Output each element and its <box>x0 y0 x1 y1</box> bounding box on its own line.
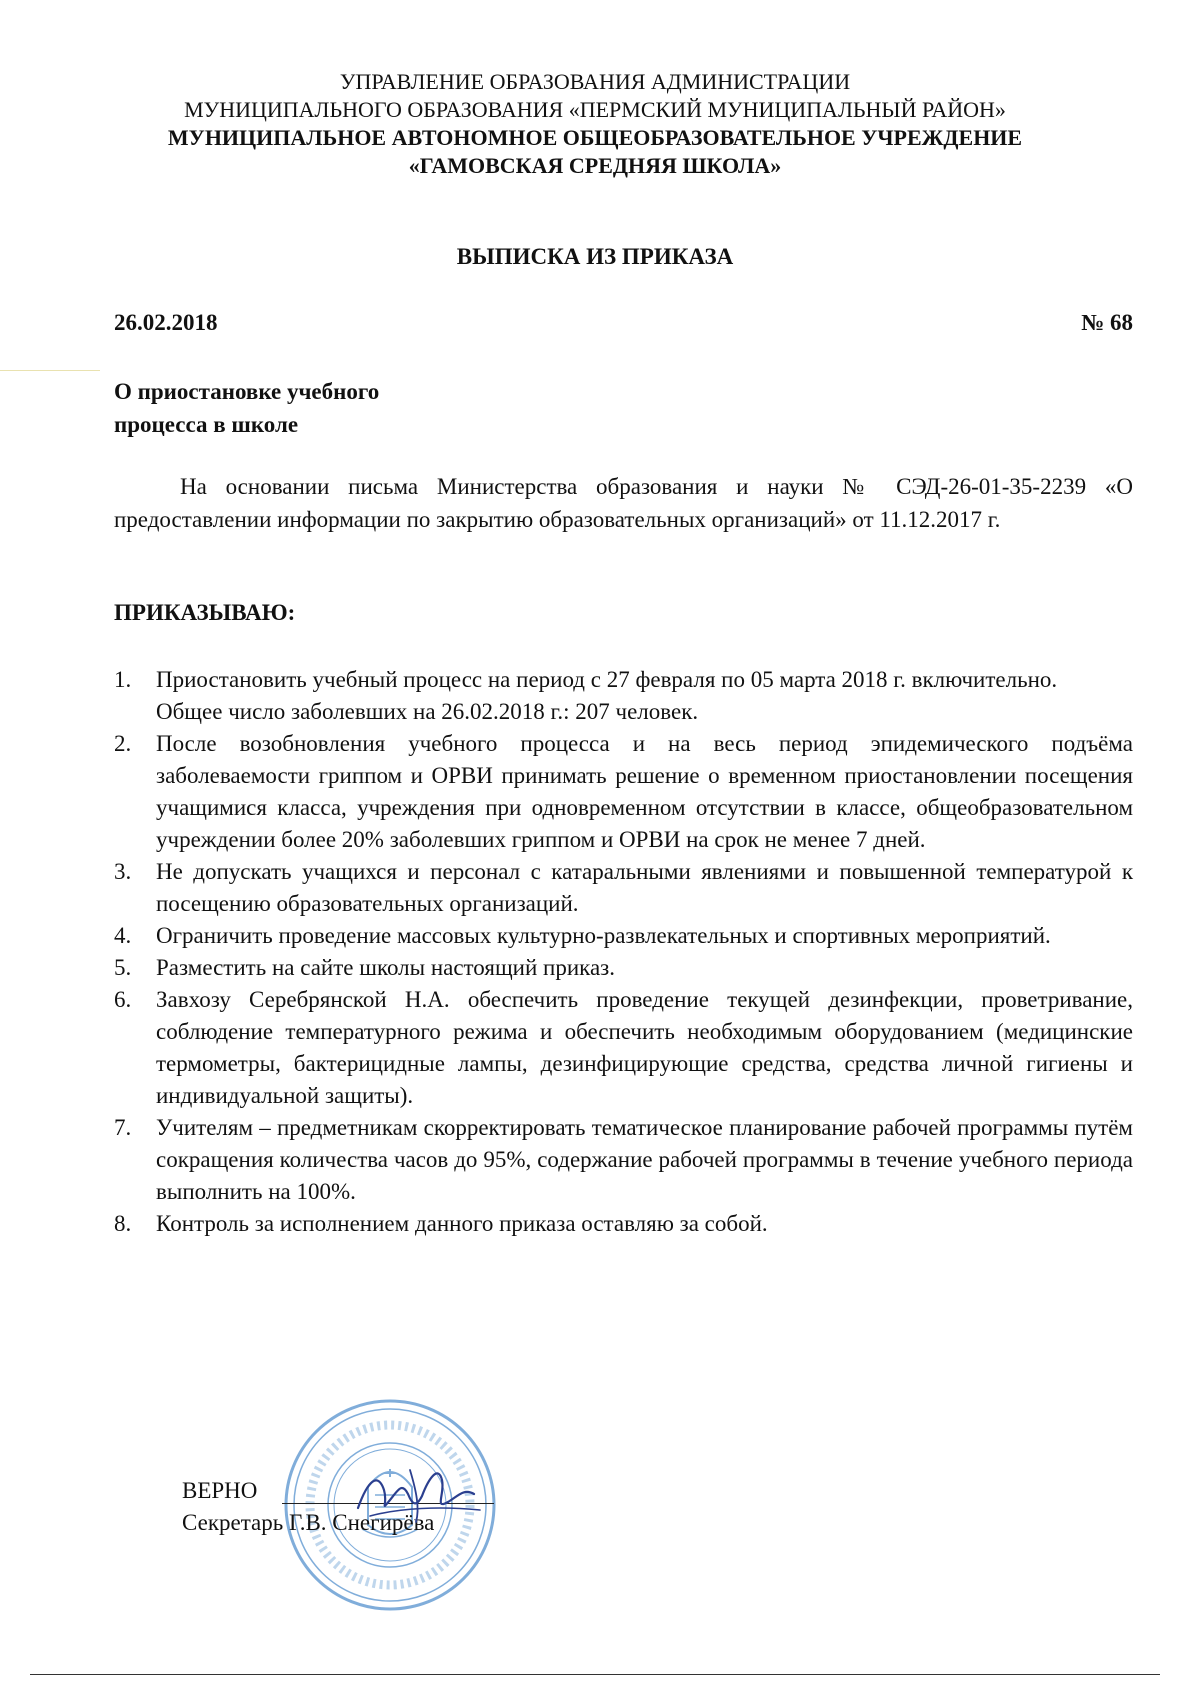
subject-line-1: О приостановке учебного <box>114 379 380 404</box>
scan-mark <box>0 370 100 371</box>
order-item <box>114 1208 1133 1240</box>
item-sub-text: Общее число заболевших на 26.02.2018 г.: 207 человек. <box>156 699 699 724</box>
order-item <box>114 728 1133 856</box>
item-text: После возобновления учебного процесса и на весь период эпидемического подъёма заболеваемости гриппом и ОРВИ принимать решение о временном приостановлении посещения учащимися класса, учреждения при одновременном отсутствии в классе, общеобразовательном учреждении более 20% заболевших гриппом и ОРВИ на срок не менее 7 дней. <box>156 731 1133 852</box>
order-date: 26.02.2018 <box>114 310 218 335</box>
order-subject <box>114 375 379 441</box>
item-number: 3. <box>114 859 132 884</box>
item-text: Завхозу Серебрянской Н.А. обеспечить проведение текущей дезинфекции, проветривание, соблюдение температурного режима и обеспечить необходимым оборудованием (медицинские термометры, бактерицидные лампы, дезинфицирующие средства, средства личной гигиены и индивидуальной защиты). <box>156 987 1133 1108</box>
item-text: Контроль за исполнением данного приказа оставляю за собой. <box>156 1211 768 1236</box>
item-number: 5. <box>114 955 132 980</box>
item-number: 8. <box>114 1211 132 1236</box>
order-item <box>114 856 1133 920</box>
header-line-1: УПРАВЛЕНИЕ ОБРАЗОВАНИЯ АДМИНИСТРАЦИИ <box>339 69 851 94</box>
item-number: 4. <box>114 923 132 948</box>
handwritten-signature <box>350 1450 490 1530</box>
intro-paragraph: На основании письма Министерства образования и науки № СЭД-26-01-35-2239 «О предоставлении информации по закрытию образовательных организаций» от 11.12.2017 г. <box>114 474 1133 532</box>
verno-label: ВЕРНО <box>182 1478 258 1503</box>
document-title: ВЫПИСКА ИЗ ПРИКАЗА <box>456 244 734 269</box>
order-item <box>114 984 1133 1112</box>
secretary-name: Секретарь Г.В. Снегирёва <box>182 1510 435 1535</box>
item-text: Разместить на сайте школы настоящий приказ. <box>156 955 616 980</box>
item-number: 1. <box>114 667 132 692</box>
item-text: Не допускать учащихся и персонал с катаральными явлениями и повышенной температурой к посещению образовательных организаций. <box>156 859 1133 916</box>
item-number: 7. <box>114 1115 132 1140</box>
item-text <box>156 664 1133 728</box>
order-item <box>114 664 1133 728</box>
header-line-3: МУНИЦИПАЛЬНОЕ АВТОНОМНОЕ ОБЩЕОБРАЗОВАТЕЛЬНОЕ УЧРЕЖДЕНИЕ <box>167 125 1023 150</box>
order-item <box>114 952 1133 984</box>
order-heading: ПРИКАЗЫВАЮ: <box>114 600 296 625</box>
item-number: 2. <box>114 731 132 756</box>
header-line-4: «ГАМОВСКАЯ СРЕДНЯЯ ШКОЛА» <box>408 153 782 178</box>
bottom-rule <box>30 1674 1160 1675</box>
order-number: № 68 <box>1081 310 1133 335</box>
header-line-2: МУНИЦИПАЛЬНОГО ОБРАЗОВАНИЯ «ПЕРМСКИЙ МУНИЦИПАЛЬНЫЙ РАЙОН» <box>184 97 1006 122</box>
item-main-text: Приостановить учебный процесс на период с 27 февраля по 05 марта 2018 г. включительно. <box>156 667 1058 692</box>
order-item <box>114 920 1133 952</box>
item-number: 6. <box>114 987 132 1012</box>
item-text: Учителям – предметникам скорректировать тематическое планирование рабочей программы путём сокращения количества часов до 95%, содержание рабочей программы в течение учебного периода выполнить на 100%. <box>156 1115 1133 1204</box>
subject-line-2: процесса в школе <box>114 412 299 437</box>
item-text: Ограничить проведение массовых культурно-развлекательных и спортивных мероприятий. <box>156 923 1051 948</box>
order-items-list <box>114 664 1133 1240</box>
order-item <box>114 1112 1133 1208</box>
